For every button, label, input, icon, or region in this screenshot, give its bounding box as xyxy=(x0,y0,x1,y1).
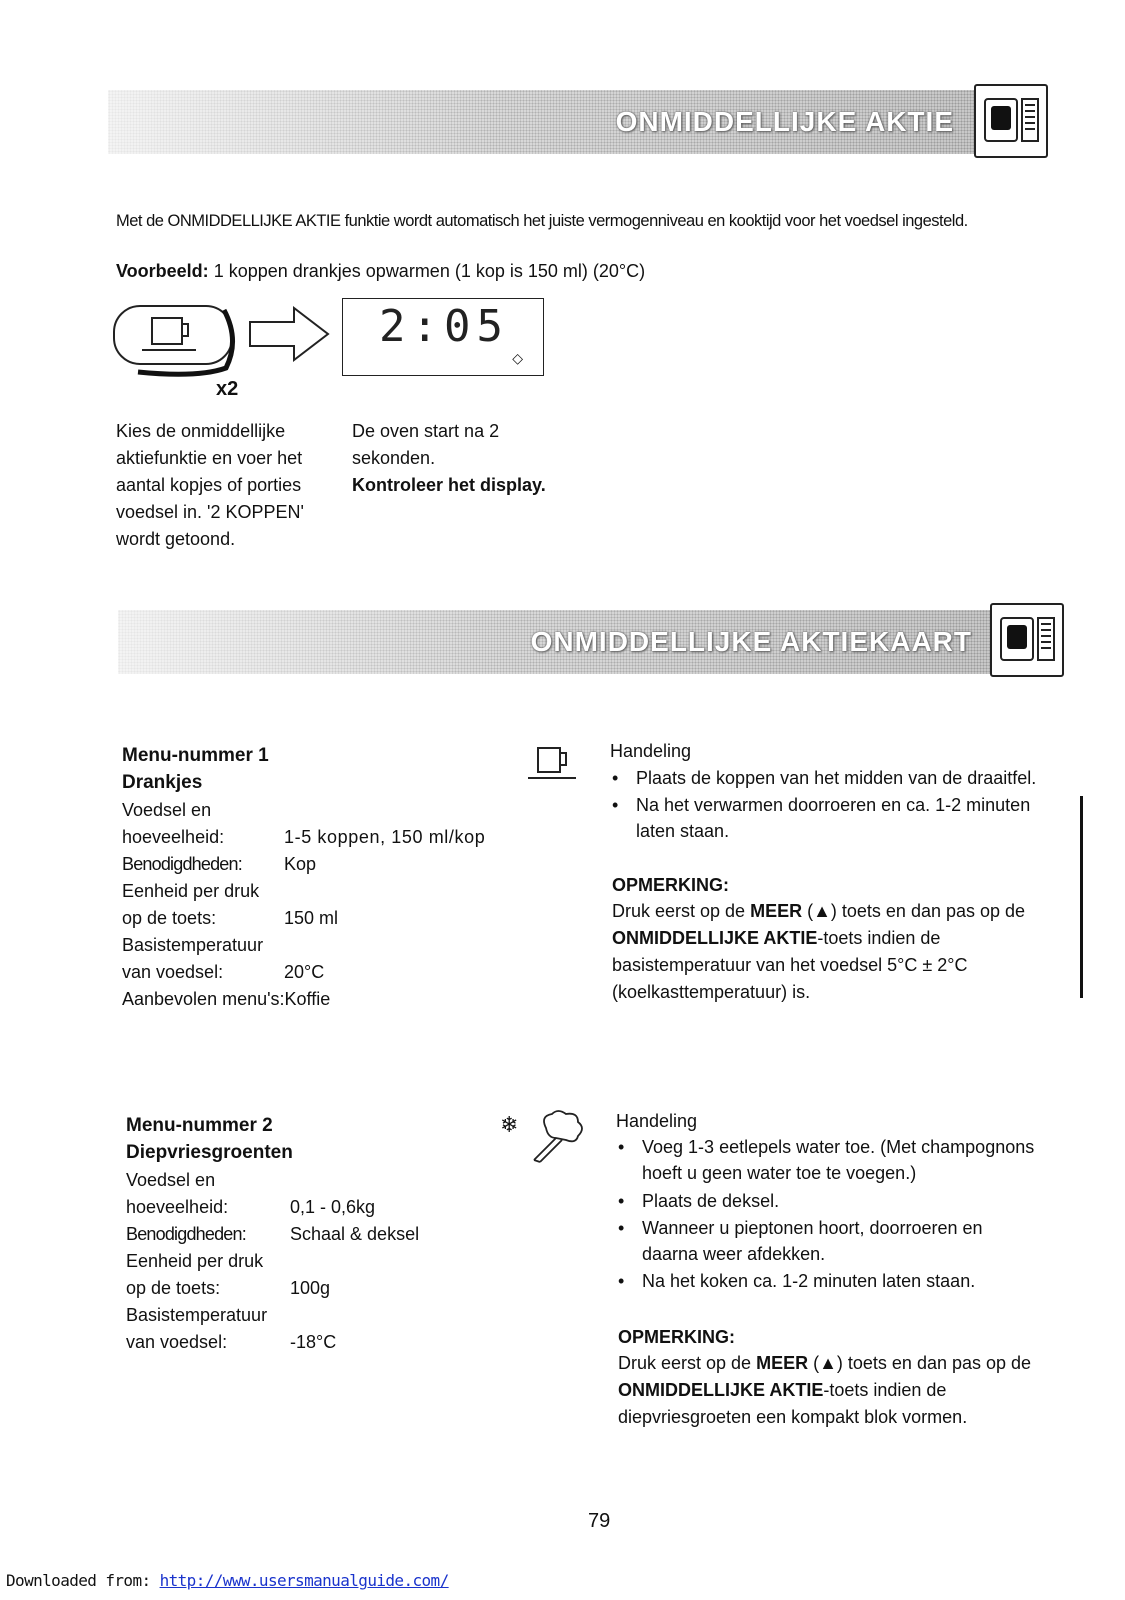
spec-value: Schaal & deksel xyxy=(290,1224,420,1244)
display-time: 2:05 xyxy=(379,301,509,352)
page-number: 79 xyxy=(588,1510,611,1532)
note-text: (▲) toets en dan pas op de xyxy=(802,901,1026,921)
menu1-handling-title: Handeling xyxy=(610,741,692,761)
spec-label: Voedsel en xyxy=(122,800,212,820)
spec-value: 150 ml xyxy=(284,908,339,928)
spec-label: hoeveelheid: xyxy=(122,827,225,847)
menu2-bullet: • Voeg 1-3 eetlepels water toe. (Met champognons hoeft u geen water toe te voegen.) xyxy=(642,1134,1072,1186)
section1-title: ONMIDDELLIJKE AKTIE xyxy=(615,106,954,137)
step-right-bold: Kontroleer het display. xyxy=(352,475,546,495)
spec-label: van voedsel: xyxy=(122,962,224,982)
footer-link[interactable]: http://www.usersmanualguide.com/ xyxy=(159,1571,449,1590)
menu2-number: Menu-nummer 2 xyxy=(126,1115,273,1136)
spec-value: -18°C xyxy=(290,1332,337,1352)
spec-value: 1-5 koppen, 150 ml/kop xyxy=(284,827,486,847)
note-line xyxy=(612,925,940,952)
spec-label: hoeveelheid: xyxy=(126,1197,229,1217)
step-right-line: De oven start na 2 xyxy=(352,421,500,441)
note-line: (koelkasttemperatuur) is. xyxy=(612,982,811,1002)
intro-text: Met de ONMIDDELLIJKE AKTIE funktie wordt automatisch het juiste vermogenniveau en kooktijd voor het voedsel ingesteld. xyxy=(116,212,968,230)
cup-button-icon xyxy=(108,300,248,380)
spec-value: 20°C xyxy=(284,962,325,982)
menu2-name: Diepvriesgroenten xyxy=(126,1142,293,1163)
section2-title: ONMIDDELLIJKE AKTIEKAART xyxy=(530,626,972,657)
spec-label: Eenheid per druk xyxy=(122,881,260,901)
spec-value: Kop xyxy=(284,854,317,874)
spec-label: op de toets: xyxy=(122,908,217,928)
menu1-bullet: • Na het verwarmen doorroeren en ca. 1-2 minuten laten staan. xyxy=(636,792,1066,844)
step-left-line: aantal kopjes of porties xyxy=(116,475,302,495)
step-left-line: Kies de onmiddellijke xyxy=(116,421,286,441)
spec-label: op de toets: xyxy=(126,1278,221,1298)
note-line xyxy=(618,1350,1031,1377)
note-text: Druk eerst op de xyxy=(618,1353,757,1373)
note-text: -toets indien de xyxy=(817,928,941,948)
note-text: -toets indien de xyxy=(823,1380,947,1400)
spec-label: van voedsel: xyxy=(126,1332,228,1352)
example-label: Voorbeeld: xyxy=(116,261,209,281)
example-text: 1 koppen drankjes opwarmen (1 kop is 150 ml) (20°C) xyxy=(213,261,646,281)
footer-download-note xyxy=(6,1570,449,1592)
spec-label: Benodigdheden: xyxy=(126,1224,246,1244)
microwave-icon xyxy=(990,603,1064,677)
oven-display xyxy=(342,298,544,376)
change-bar xyxy=(1080,796,1083,998)
menu2-bullet: • Plaats de deksel. xyxy=(642,1188,1072,1214)
menu2-note-title: OPMERKING: xyxy=(618,1327,735,1347)
note-line xyxy=(612,898,1025,925)
step-right-line: sekonden. xyxy=(352,448,436,468)
menu1-number: Menu-nummer 1 xyxy=(122,745,269,766)
note-text: (▲) toets en dan pas op de xyxy=(808,1353,1032,1373)
display-indicator-icon: ◇ xyxy=(512,350,523,366)
note-key: MEER xyxy=(750,901,803,921)
footer-prefix: Downloaded from: xyxy=(6,1571,160,1590)
spec-label: Basistemperatuur xyxy=(126,1305,268,1325)
snowflake-icon: ❄ xyxy=(500,1112,519,1137)
cup-icon xyxy=(524,744,580,788)
spec-value: 0,1 - 0,6kg xyxy=(290,1197,376,1217)
section2-header-band xyxy=(118,610,990,674)
note-line: basistemperatuur van het voedsel 5°C ± 2°C xyxy=(612,955,968,975)
recommended-menus: Aanbevolen menu's:Koffie xyxy=(122,989,331,1009)
note-key: MEER xyxy=(756,1353,809,1373)
example-line xyxy=(116,258,645,285)
menu1-note-title: OPMERKING: xyxy=(612,875,729,895)
spec-label: Basistemperatuur xyxy=(122,935,264,955)
note-key: ONMIDDELLIJKE AKTIE xyxy=(618,1380,824,1400)
step-left-line: voedsel in. '2 KOPPEN' xyxy=(116,502,304,522)
section1-header-band xyxy=(108,90,974,154)
note-line xyxy=(618,1377,946,1404)
note-key: ONMIDDELLIJKE AKTIE xyxy=(612,928,818,948)
arrow-right-icon xyxy=(248,306,332,362)
broccoli-icon xyxy=(526,1108,588,1164)
note-text: Druk eerst op de xyxy=(612,901,751,921)
multiplier-label: x2 xyxy=(216,378,239,400)
spec-label: Eenheid per druk xyxy=(126,1251,264,1271)
step-left-line: wordt getoond. xyxy=(116,529,236,549)
step-left-line: aktiefunktie en voer het xyxy=(116,448,303,468)
menu2-handling-title: Handeling xyxy=(616,1111,698,1131)
menu2-bullet: • Wanneer u pieptonen hoort, doorroeren en daarna weer afdekken. xyxy=(642,1215,1042,1267)
spec-label: Benodigdheden: xyxy=(122,854,242,874)
spec-label: Voedsel en xyxy=(126,1170,216,1190)
menu1-name: Drankjes xyxy=(122,772,203,793)
microwave-icon xyxy=(974,84,1048,158)
menu2-bullet: • Na het koken ca. 1-2 minuten laten staan. xyxy=(642,1268,1072,1294)
note-line: diepvriesgroeten een kompakt blok vormen. xyxy=(618,1407,968,1427)
spec-value: 100g xyxy=(290,1278,331,1298)
menu1-bullet: • Plaats de koppen van het midden van de draaitfel. xyxy=(636,765,1066,791)
